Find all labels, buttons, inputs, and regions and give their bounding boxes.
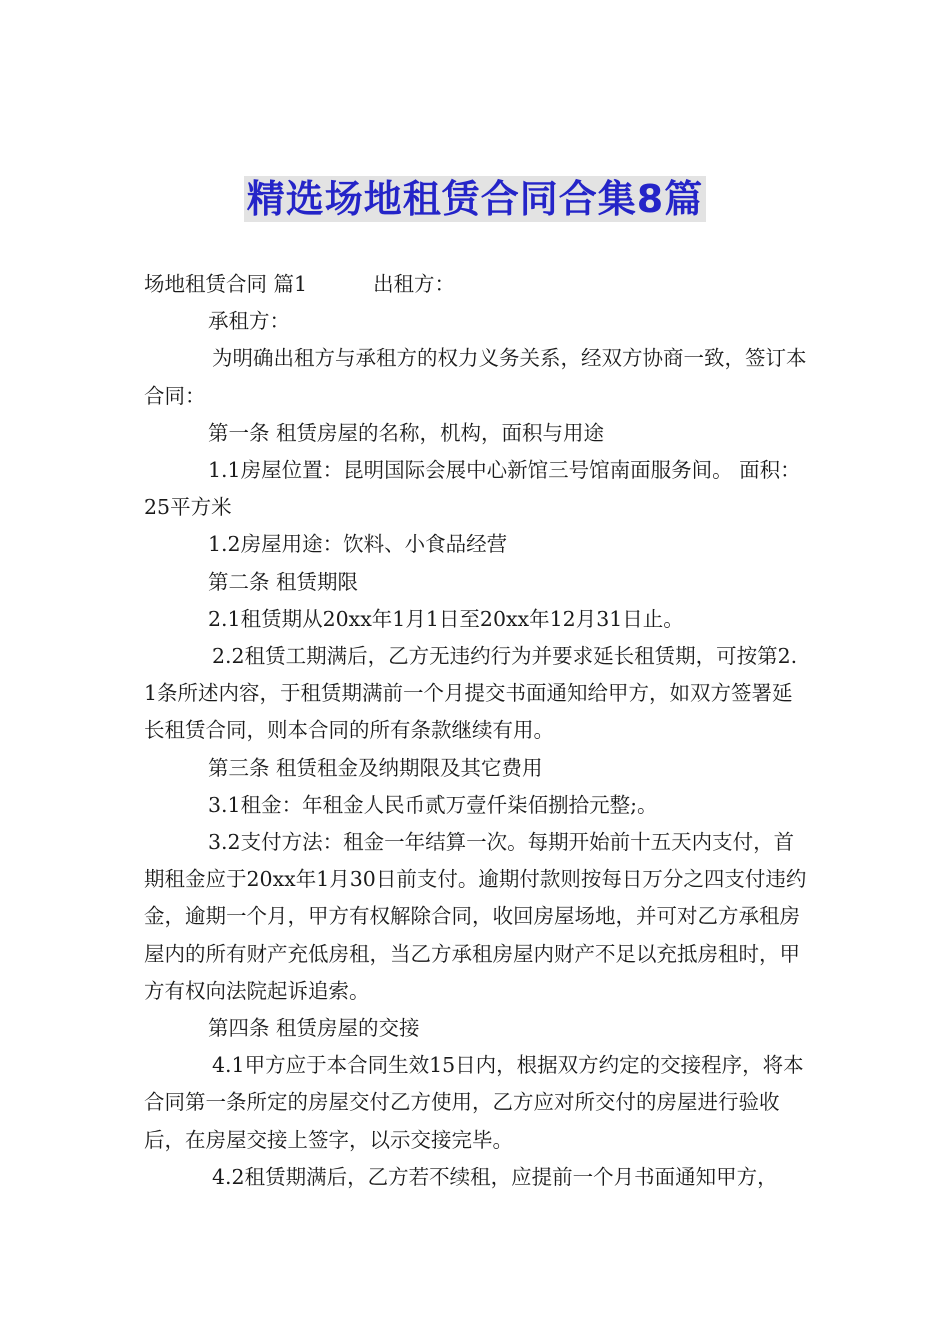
paragraph: 1.1房屋位置：昆明国际会展中心新馆三号馆南面服务间。 面积：25平方米 <box>144 458 801 520</box>
lessor-label: 出租方： <box>373 272 456 296</box>
paragraph: 为明确出租方与承租方的权力义务关系，经双方协商一致，签订本合同： <box>144 346 807 408</box>
document-title: 精选场地租赁合同合集8篇 <box>244 176 706 222</box>
document-body <box>144 266 808 1196</box>
paragraph: 4.2租赁期满后，乙方若不续租，应提前一个月书面通知甲方， <box>212 1164 778 1189</box>
section-heading: 场地租赁合同 篇1 <box>144 272 308 296</box>
paragraph: 2.1租赁期从20xx年1月1日至20xx年12月31日止。 <box>208 606 684 631</box>
paragraph: 1.2房屋用途：饮料、小食品经营 <box>208 532 508 557</box>
paragraph: 3.2支付方法：租金一年结算一次。每期开始前十五天内支付，首期租金应于20xx年1月30日前支付。逾期付款则按每日万分之四支付违约金，逾期一个月，甲方有权解除合同，收回房屋场地，并可对乙方承租房屋内的所有财产充低房租，当乙方承租房屋内财产不足以充抵房租时，甲方有权向法院起诉追索。 <box>144 830 807 1003</box>
heading-line <box>144 266 808 303</box>
paragraph: 第二条 租赁期限 <box>208 569 359 594</box>
paragraph: 第一条 租赁房屋的名称，机构，面积与用途 <box>208 420 605 445</box>
paragraph: 第四条 租赁房屋的交接 <box>208 1016 420 1041</box>
paragraph: 2.2租赁工期满后，乙方无违约行为并要求延长租赁期，可按第2.1条所述内容，于租赁期满前一个月提交书面通知给甲方，如双方签署延长租赁合同，则本合同的所有条款继续有用。 <box>144 644 798 743</box>
paragraph: 承租方： <box>208 309 290 334</box>
paragraph: 第三条 租赁租金及纳期限及其它费用 <box>208 755 543 780</box>
paragraph: 4.1甲方应于本合同生效15日内，根据双方约定的交接程序，将本合同第一条所定的房屋交付乙方使用，乙方应对所交付的房屋进行验收后，在房屋交接上签字，以示交接完毕。 <box>144 1053 804 1152</box>
title-container <box>0 176 950 222</box>
paragraph: 3.1租金：年租金人民币贰万壹仟柒佰捌拾元整;。 <box>208 792 658 817</box>
